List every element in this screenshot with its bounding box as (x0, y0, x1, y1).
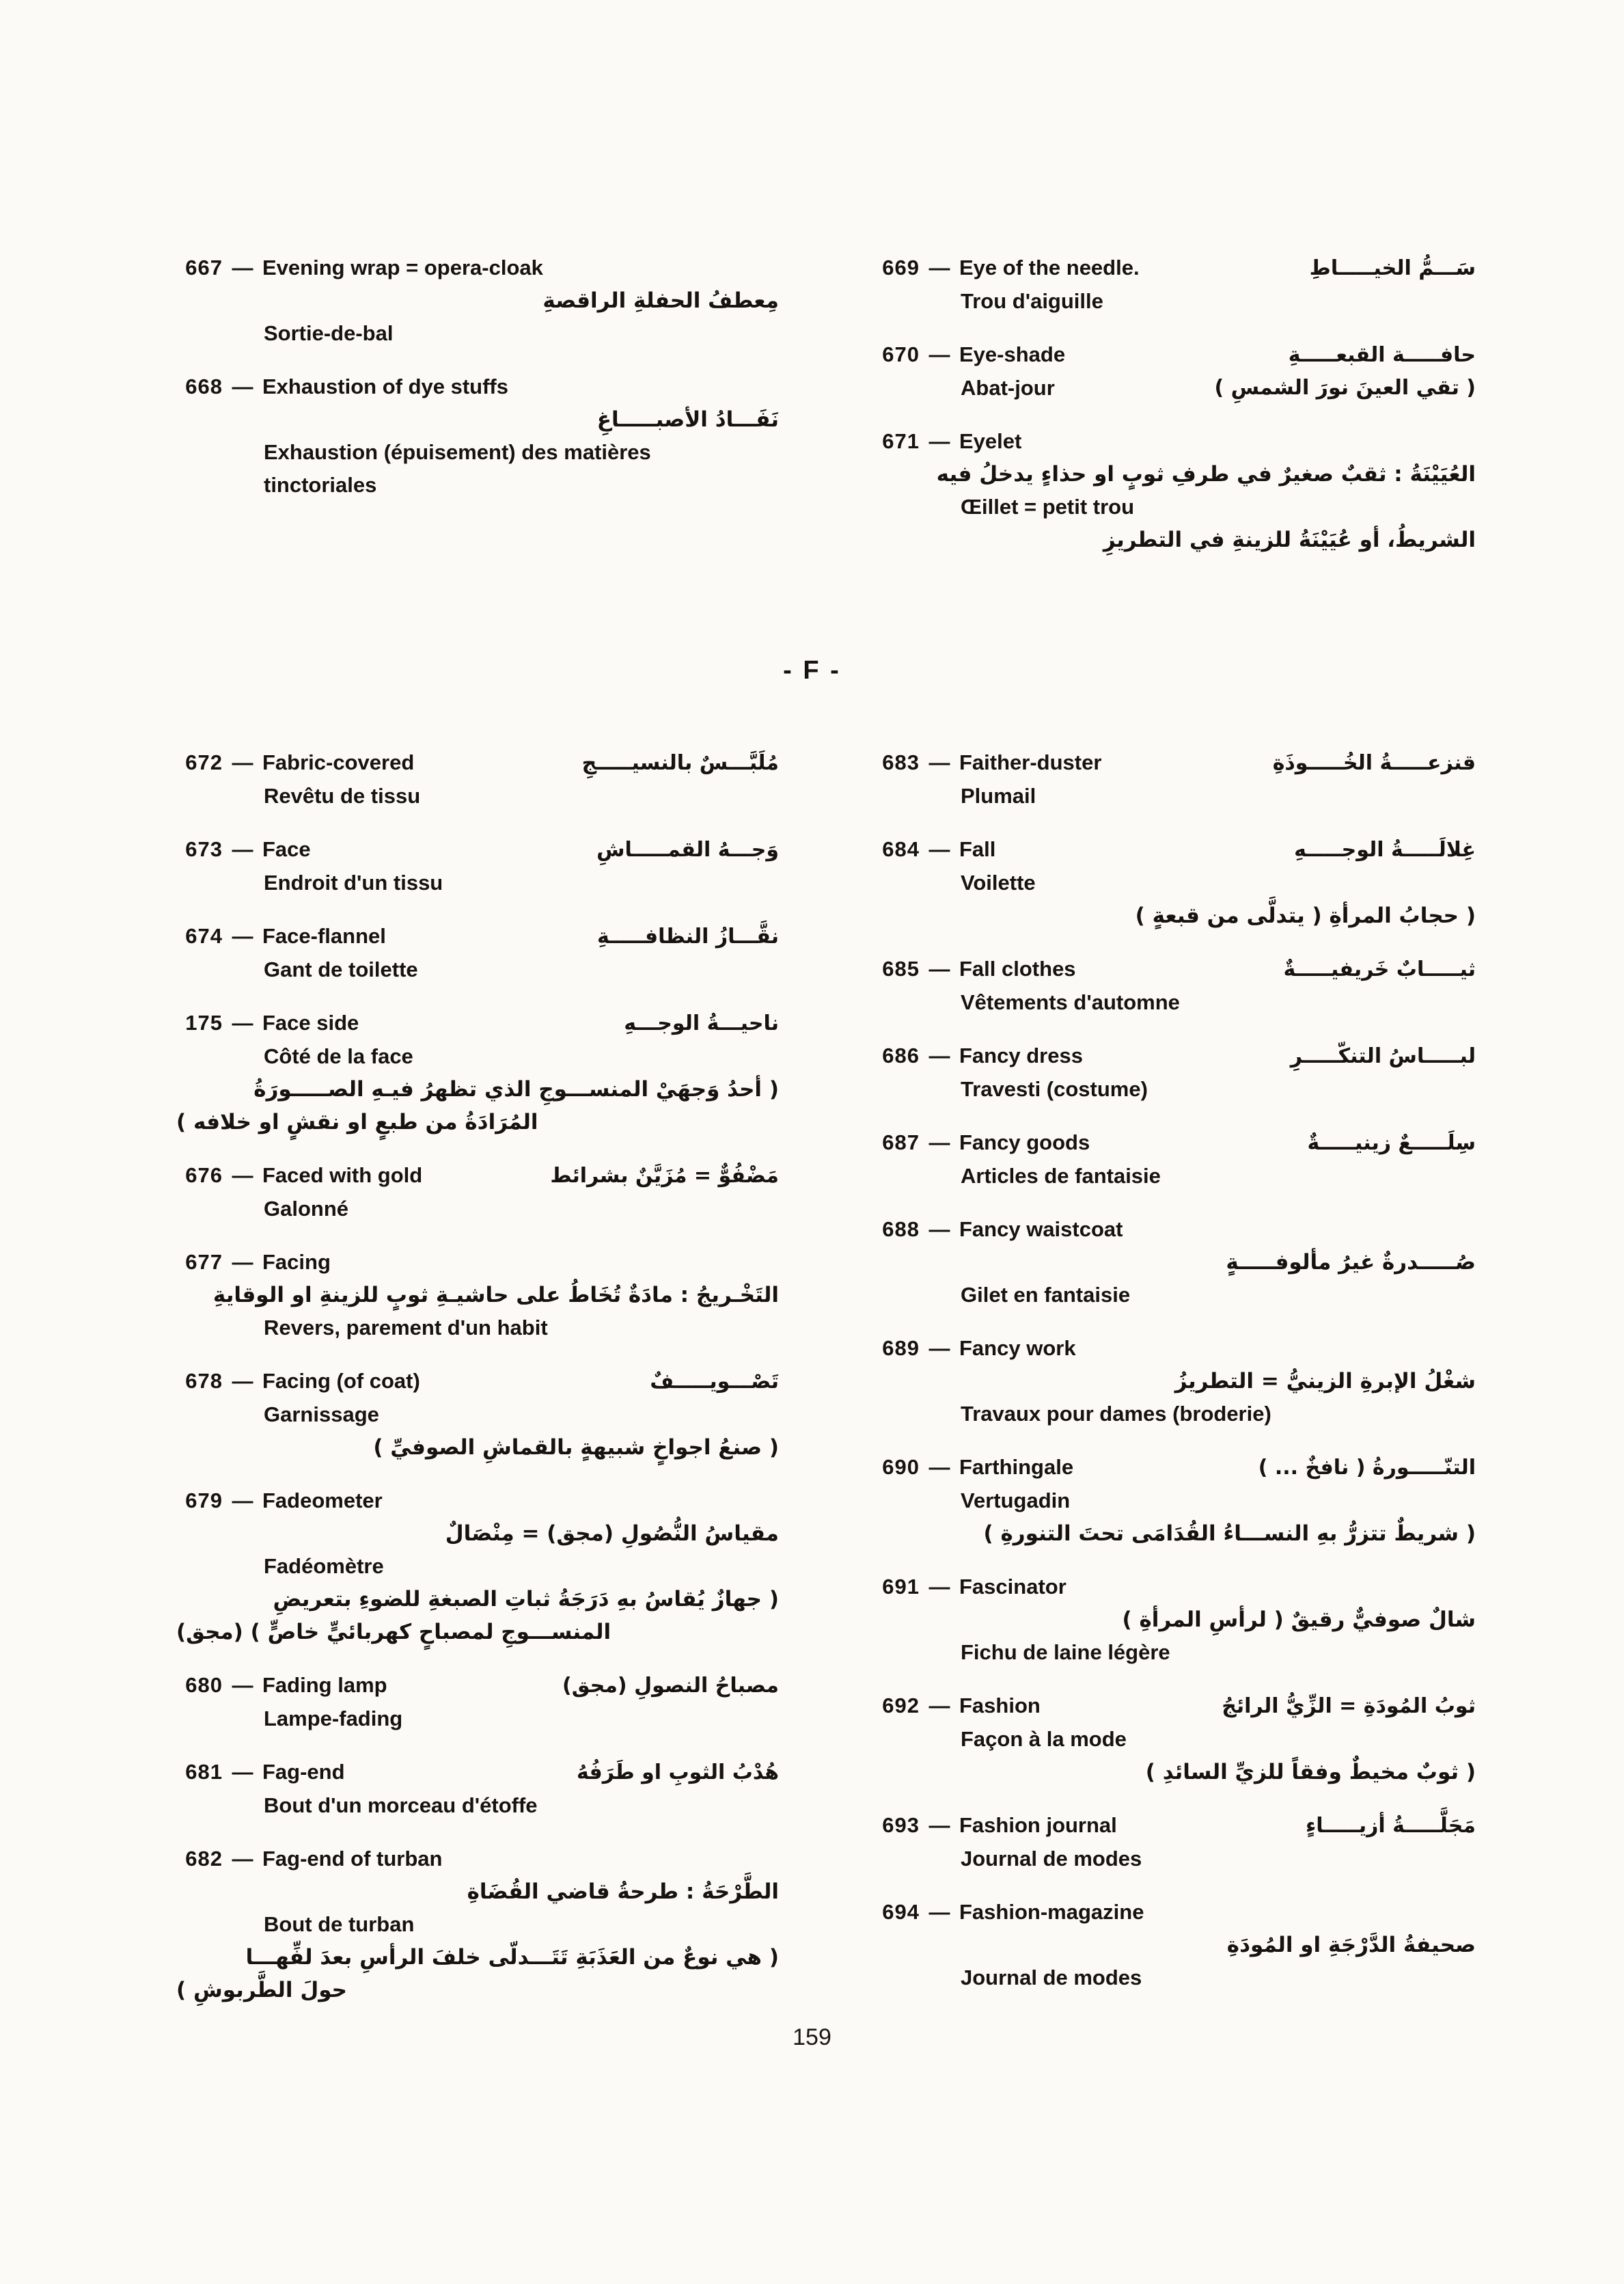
entry-note-ar: ( حجابُ المرأةِ ( يتدلَّى من قبعةٍ ) (1135, 903, 1476, 928)
entry-term-ar: مَضْفُوٌّ = مُزَيَّنٌ بشرائط (550, 1164, 779, 1188)
entry-term-ar: ثوبُ المُودَةِ = الزِّيُّ الرائجُ (1222, 1694, 1476, 1718)
entry-dash: — (928, 1044, 950, 1068)
entry-headline (169, 370, 779, 403)
entry-term-ar: وَجـــهُ القمـــــاشِ (596, 838, 779, 862)
entry-690 (866, 1451, 1476, 1550)
entry-term-ar: التنّـــــورةُ ( نافخٌ ... ) (1258, 1456, 1476, 1480)
entry-term-en: Fashion (959, 1694, 1041, 1717)
entry-term-en: Eye of the needle. (959, 256, 1140, 280)
entry-680 (169, 1669, 779, 1735)
entry-headline (866, 746, 1476, 780)
entry-headline (169, 1484, 779, 1517)
entry-term-en: Eyelet (959, 429, 1022, 453)
entry-note-ar: حولَ الطَّربوشِ ) (176, 1978, 348, 2002)
entry-number: 690 (882, 1455, 920, 1479)
entry-headline (866, 1213, 1476, 1246)
entry-number: 694 (882, 1900, 920, 1924)
page-number: 159 (793, 2024, 831, 2050)
entry-term-en: Fancy goods (959, 1130, 1090, 1154)
entry-headline (866, 338, 1476, 372)
entry-number: 667 (185, 256, 223, 280)
entry-term-en: Fancy work (959, 1336, 1076, 1360)
entry-dash: — (928, 342, 950, 366)
entry-673 (169, 833, 779, 899)
entry-headline (866, 425, 1476, 458)
entry-translation-fr: Façon à la mode (961, 1727, 1127, 1751)
entry-number: 679 (185, 1488, 223, 1512)
entry-translation-fr: Gilet en fantaisie (961, 1283, 1131, 1307)
entry-dash: — (232, 256, 253, 280)
entry-dash: — (232, 1847, 253, 1871)
entry-note-ar: ( أحدُ وَجهَيْ المنســـوجِ الذي تظهرُ فيـهِ الصـــــورَةُ (253, 1077, 779, 1102)
entry-686 (866, 1039, 1476, 1106)
entry-dash: — (232, 837, 253, 861)
entry-note-ar: ( جهازٌ يُقاسُ بهِ دَرَجَةُ ثباتِ الصبغةِ للضوءِ بتعريضِ (273, 1587, 779, 1612)
entry-translation-fr: Trou d'aiguille (961, 289, 1103, 313)
entry-dash: — (928, 1217, 950, 1241)
entry-note-ar: الطَّرْحَةُ : طرحةُ قاضي القُضَاةِ (467, 1879, 779, 1904)
entry-670 (866, 338, 1476, 405)
entry-note-ar: ( صنعُ اجواخٍ شبيهةٍ بالقماشِ الصوفيِّ ) (373, 1435, 779, 1460)
entry-translation-fr: Journal de modes (961, 1847, 1142, 1871)
entry-688 (866, 1213, 1476, 1311)
entry-headline (866, 953, 1476, 986)
entry-translation-fr: Travaux pour dames (broderie) (961, 1402, 1271, 1426)
entry-term-en: Facing (262, 1250, 331, 1274)
entry-term-en: Exhaustion of dye stuffs (262, 375, 508, 398)
entry-translation-fr: Galonné (264, 1197, 349, 1221)
entry-headline (866, 251, 1476, 285)
entry-translation-fr: Vêtements d'automne (961, 990, 1180, 1014)
entry-term-en: Fall clothes (959, 957, 1076, 981)
entry-term-ar: نقَّـــازُ النظافـــــةِ (597, 925, 779, 949)
entry-678 (169, 1365, 779, 1464)
entry-term-en: Farthingale (959, 1455, 1074, 1479)
entry-dash: — (928, 750, 950, 774)
entry-dash: — (232, 1673, 253, 1697)
entry-headline (169, 1007, 779, 1040)
entry-term-ar: مُلَبَّـــسٌ بالنسيـــــجِ (581, 751, 779, 775)
entry-note-ar: الشريطُ، أو عُيَيْنَةُ للزينةِ في التطريزِ (1103, 528, 1476, 552)
entry-translation-fr: Plumail (961, 784, 1036, 808)
entry-number: 682 (185, 1847, 223, 1871)
entry-693 (866, 1809, 1476, 1875)
section-f-entries (169, 746, 1624, 2027)
entry-term-ar: سِلَـــــعٌ زينيـــــةٌ (1307, 1131, 1476, 1155)
entry-headline (169, 1843, 779, 1875)
entry-number: 683 (882, 750, 920, 774)
entry-term-en: Fashion journal (959, 1813, 1117, 1837)
entry-translation-fr: Œillet = petit trou (961, 495, 1135, 519)
entry-note-ar: شغْلُ الإبرةِ الزينيُّ = التطريزُ (1174, 1369, 1476, 1393)
entry-number: 669 (882, 256, 920, 280)
main-right-column (866, 746, 1476, 2027)
entry-term-en: Fall (959, 837, 996, 861)
entry-term-en: Faither-duster (959, 750, 1102, 774)
entry-number: 689 (882, 1336, 920, 1360)
entry-note-ar: نَفَـــادُ الأصبـــــاغِ (596, 407, 779, 432)
entry-dash: — (232, 1163, 253, 1187)
entry-669 (866, 251, 1476, 318)
entry-term-en: Fading lamp (262, 1673, 387, 1697)
entry-translation-fr: Bout d'un morceau d'étoffe (264, 1793, 538, 1817)
entry-note-ar: صحيفةُ الدَّرْجَةِ او المُودَةِ (1226, 1933, 1476, 1957)
entry-number: 687 (882, 1130, 920, 1154)
entry-term-ar: ثيـــــابٌ خَريفيـــــةٌ (1283, 957, 1476, 981)
entry-note-ar: شالٌ صوفيٌّ رقيقٌ ( لرأسِ المرأةِ ) (1122, 1607, 1476, 1632)
entry-headline (866, 833, 1476, 867)
entry-term-en: Eye-shade (959, 342, 1066, 366)
entry-671 (866, 425, 1476, 556)
entry-headline (169, 1159, 779, 1193)
entry-672 (169, 746, 779, 813)
entry-677 (169, 1246, 779, 1344)
entry-dash: — (928, 1455, 950, 1479)
entry-691 (866, 1571, 1476, 1669)
entry-line (866, 372, 1476, 405)
entry-dash: — (928, 1130, 950, 1154)
entry-translation-fr: Abat-jour (961, 376, 1055, 400)
entry-number: 678 (185, 1369, 223, 1393)
entry-number: 691 (882, 1575, 920, 1599)
entry-term-en: Fag-end of turban (262, 1847, 443, 1871)
entry-term-ar: لبـــــاسُ التنكّـــــرِ (1290, 1044, 1476, 1068)
entry-679 (169, 1484, 779, 1648)
entry-term-ar: غِلالَـــــةُ الوجـــــهِ (1294, 838, 1476, 862)
entry-689 (866, 1332, 1476, 1430)
entry-term-en: Fancy waistcoat (959, 1217, 1123, 1241)
entry-674 (169, 920, 779, 986)
entry-note-ar: العُيَيْنَةُ : ثقبٌ صغيرٌ في طرفِ ثوبٍ او حذاءٍ يدخلُ فيه (936, 462, 1476, 487)
entry-term-en: Fascinator (959, 1575, 1066, 1599)
entry-headline (866, 1689, 1476, 1723)
entry-term-en: Face side (262, 1011, 359, 1035)
entry-dash: — (232, 375, 253, 398)
entry-translation-fr: Fadéomètre (264, 1554, 384, 1578)
entry-term-ar: مصباحُ النصولِ (مجق) (562, 1674, 779, 1698)
entry-694 (866, 1896, 1476, 1994)
entry-dash: — (232, 1488, 253, 1512)
entry-translation-fr: Garnissage (264, 1402, 379, 1426)
entry-term-en: Fag-end (262, 1760, 345, 1784)
entry-681 (169, 1756, 779, 1822)
entry-note-ar: التَخْـريجُ : مادَةٌ تُخَاطُ على حاشيـةِ ثوبٍ للزينةِ او الوقايةِ (212, 1283, 779, 1307)
entry-headline (866, 1126, 1476, 1160)
entry-number: 676 (185, 1163, 223, 1187)
entry-dash: — (928, 256, 950, 280)
entry-translation-fr: Travesti (costume) (961, 1077, 1148, 1101)
entry-dash: — (232, 1250, 253, 1274)
entry-headline (866, 1451, 1476, 1484)
entry-translation-fr: Gant de toilette (264, 957, 418, 981)
entry-headline (169, 1669, 779, 1702)
entry-note-ar: ( شريطٌ تتزرُّ بهِ النســـاءُ القُدَامَى تحتَ التنورةِ ) (983, 1521, 1476, 1546)
entry-692 (866, 1689, 1476, 1789)
entry-number: 688 (882, 1217, 920, 1241)
entry-number: 670 (882, 342, 920, 366)
main-left-column (169, 746, 779, 2027)
entry-note-ar: المنســـوجِ لمصباحٍ كهربائيٍّ خاصٍّ ) (مجق) (176, 1620, 611, 1644)
entry-term-ar: سَـــمُّ الخيـــــاطِ (1309, 256, 1476, 280)
entry-note-ar: مقياسُ النُّصُولِ (مجق) = مِنْصَالٌ (445, 1521, 779, 1546)
entry-headline (169, 746, 779, 780)
entry-683 (866, 746, 1476, 813)
entry-684 (866, 833, 1476, 932)
entry-translation-fr: Endroit d'un tissu (264, 871, 443, 895)
entry-dash: — (928, 957, 950, 981)
entry-note-ar: ( ثوبٌ مخيطٌ وفقاً للزيِّ السائدِ ) (1145, 1760, 1476, 1784)
page-footer (0, 2024, 1624, 2051)
entry-number: 680 (185, 1673, 223, 1697)
entry-headline (866, 1332, 1476, 1365)
entry-headline (866, 1571, 1476, 1603)
entry-term-ar: تَصْـــويـــــفٌ (650, 1370, 779, 1393)
entry-term-en: Face-flannel (262, 924, 386, 948)
entry-note-ar: ( تقي العينَ نورَ الشمسِ ) (1214, 376, 1476, 400)
entry-667 (169, 251, 779, 350)
entry-term-en: Facing (of coat) (262, 1369, 420, 1393)
entry-translation-fr: Revêtu de tissu (264, 784, 421, 808)
entry-term-en: Fabric-covered (262, 750, 415, 774)
entry-note-ar: مِعطفُ الحفلةِ الراقصةِ (542, 288, 779, 313)
entry-dash: — (232, 924, 253, 948)
top-left-column (169, 251, 779, 577)
entry-number: 677 (185, 1250, 223, 1274)
entry-term-en: Fashion-magazine (959, 1900, 1144, 1924)
entry-term-en: Fadeometer (262, 1488, 383, 1512)
entry-number: 175 (185, 1011, 223, 1035)
entry-headline (169, 1365, 779, 1398)
entry-translation-fr: Articles de fantaisie (961, 1164, 1161, 1188)
entry-translation-fr: tinctoriales (264, 473, 377, 497)
entry-number: 686 (882, 1044, 920, 1068)
entry-term-en: Evening wrap = opera-cloak (262, 256, 543, 280)
entry-number: 668 (185, 375, 223, 398)
entry-dash: — (928, 1900, 950, 1924)
entry-headline (169, 1246, 779, 1279)
entry-headline (866, 1039, 1476, 1073)
entry-dash: — (928, 1694, 950, 1717)
entry-headline (866, 1896, 1476, 1929)
entry-headline (169, 251, 779, 284)
entry-term-ar: مَجَلَّـــــةُ أزيـــــاءٍ (1305, 1814, 1476, 1838)
entry-number: 693 (882, 1813, 920, 1837)
entry-dash: — (928, 429, 950, 453)
entry-dash: — (232, 1011, 253, 1035)
entry-682 (169, 1843, 779, 2007)
entry-translation-fr: Lampe-fading (264, 1707, 403, 1730)
entry-note-ar: صُـــــدرةٌ غيرُ مألوفـــــةٍ (1226, 1250, 1476, 1275)
entry-term-en: Faced with gold (262, 1163, 423, 1187)
entry-dash: — (928, 1813, 950, 1837)
entry-translation-fr: Voilette (961, 871, 1036, 895)
entry-number: 684 (882, 837, 920, 861)
entry-headline (866, 1809, 1476, 1843)
entry-note-ar: ( هي نوعٌ من العَذَبَةِ تَتَـــدلّى خلفَ الرأسِ بعدَ لفِّهـــا (245, 1945, 779, 1970)
entry-term-ar: ناحيـــةُ الوجـــهِ (624, 1011, 779, 1035)
entry-676 (169, 1159, 779, 1225)
entry-term-en: Face (262, 837, 311, 861)
entry-dash: — (928, 1336, 950, 1360)
entry-translation-fr: Journal de modes (961, 1966, 1142, 1989)
entry-term-en: Fancy dress (959, 1044, 1083, 1068)
entry-translation-fr: Vertugadin (961, 1488, 1071, 1512)
entry-translation-fr: Côté de la face (264, 1044, 413, 1068)
entry-685 (866, 953, 1476, 1019)
entry-number: 673 (185, 837, 223, 861)
entry-term-ar: هُدْبُ الثوبِ او طَرَفُهُ (576, 1760, 779, 1784)
entry-headline (169, 920, 779, 953)
entry-dash: — (232, 1760, 253, 1784)
entry-number: 685 (882, 957, 920, 981)
entry-headline (169, 833, 779, 867)
entry-number: 692 (882, 1694, 920, 1717)
section-top-entries (169, 251, 1624, 577)
entry-translation-fr: Sortie-de-bal (264, 321, 394, 345)
entry-dash: — (232, 750, 253, 774)
entry-dash: — (232, 1369, 253, 1393)
entry-number: 671 (882, 429, 920, 453)
entry-translation-fr: Bout de turban (264, 1912, 415, 1936)
entry-687 (866, 1126, 1476, 1193)
entry-175 (169, 1007, 779, 1139)
entry-dash: — (928, 1575, 950, 1599)
entry-dash: — (928, 837, 950, 861)
entry-668 (169, 370, 779, 502)
entry-number: 674 (185, 924, 223, 948)
entry-note-ar: المُرَادَةُ من طبعٍ او نقشٍ او خلافه ) (176, 1110, 538, 1134)
entry-translation-fr: Fichu de laine légère (961, 1640, 1170, 1664)
entry-number: 672 (185, 750, 223, 774)
entry-term-ar: قنزعـــــةُ الخُـــــوذَةِ (1272, 751, 1476, 775)
top-right-column (866, 251, 1476, 577)
entry-translation-fr: Exhaustion (épuisement) des matières (264, 440, 651, 464)
entry-headline (169, 1756, 779, 1789)
letter-section-divider: - F - (783, 656, 841, 685)
entry-number: 681 (185, 1760, 223, 1784)
entry-term-ar: حافـــــة القبعـــــةِ (1288, 343, 1476, 367)
entry-translation-fr: Revers, parement d'un habit (264, 1316, 548, 1340)
